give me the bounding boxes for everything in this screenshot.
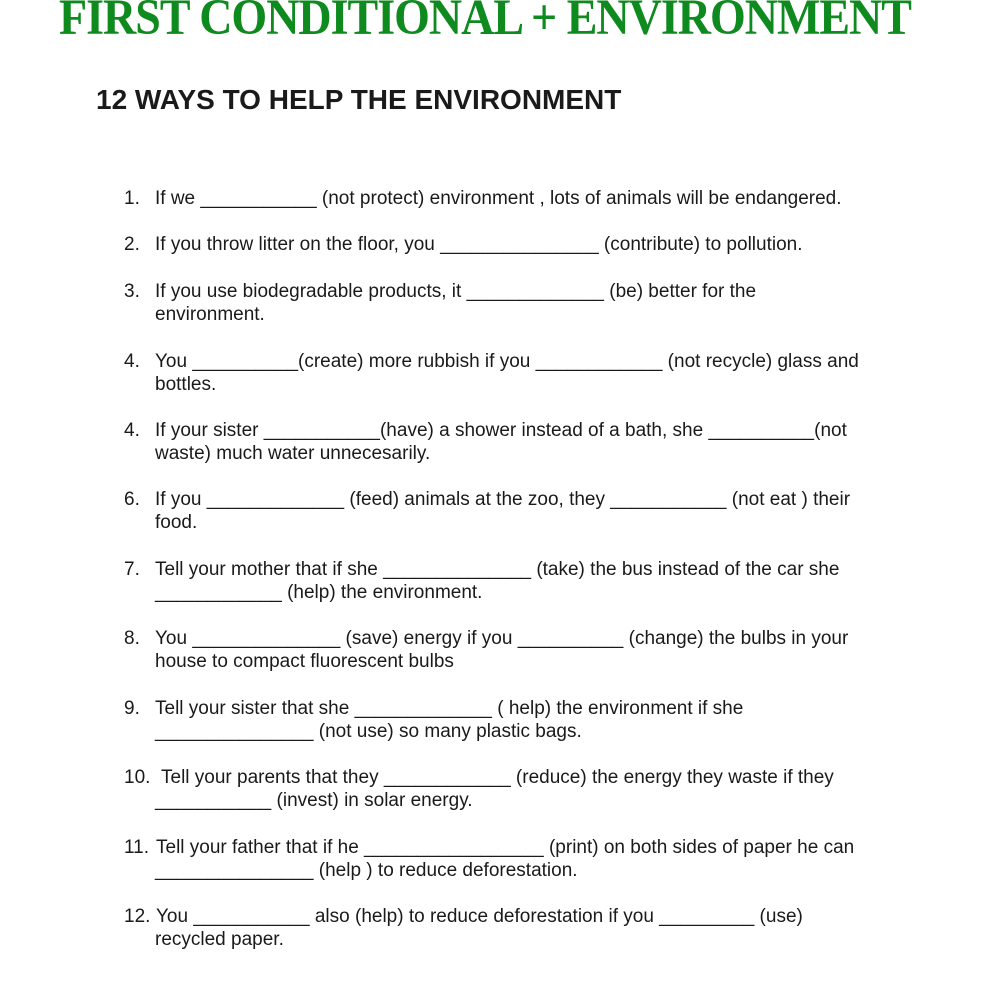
exercise-line: If you _____________ (feed) animals at the zoo, they ___________ (not eat ) their (155, 489, 851, 510)
exercise-line: environment. (155, 304, 265, 325)
exercise-number: 7. (124, 559, 140, 580)
exercise-text (155, 350, 915, 396)
exercise-number: 3. (124, 281, 140, 302)
exercise-number: 9. (124, 698, 140, 719)
exercise-text (155, 697, 915, 743)
exercise-item (124, 280, 924, 326)
exercise-item (124, 233, 924, 256)
exercise-line: waste) much water unnecesarily. (155, 443, 431, 464)
exercise-text (156, 836, 916, 882)
exercise-line: If we ___________ (not protect) environment , lots of animals will be endangered. (155, 188, 842, 209)
exercise-number: 6. (124, 489, 140, 510)
exercise-number: 10. (124, 767, 151, 788)
exercise-text (156, 905, 916, 951)
exercise-number: 2. (124, 234, 140, 255)
worksheet-subtitle: 12 WAYS TO HELP THE ENVIRONMENT (96, 84, 622, 115)
exercise-line: Tell your father that if he _________________ (print) on both sides of paper he can (156, 837, 855, 858)
exercise-item (124, 187, 924, 210)
exercise-number: 12. (124, 906, 151, 927)
exercise-line: Tell your mother that if she ______________ (take) the bus instead of the car she (155, 559, 840, 580)
exercise-item (124, 836, 924, 882)
exercise-number: 4. (124, 420, 140, 441)
exercise-line: If your sister ___________(have) a shower instead of a bath, she __________(not (155, 420, 847, 441)
exercise-text (155, 419, 915, 465)
exercise-item (124, 905, 924, 951)
exercise-text (155, 187, 915, 210)
exercise-text (155, 488, 915, 534)
exercise-line: food. (155, 512, 198, 533)
exercise-line: recycled paper. (155, 929, 284, 950)
exercise-line: If you use biodegradable products, it _____________ (be) better for the (155, 281, 757, 302)
exercise-number: 8. (124, 628, 140, 649)
exercise-number: 1. (124, 188, 140, 209)
exercise-line: ____________ (help) the environment. (155, 582, 483, 603)
worksheet-title: FIRST CONDITIONAL + ENVIRONMENT (59, 0, 911, 46)
exercise-item (124, 627, 924, 673)
exercise-line: If you throw litter on the floor, you _______________ (contribute) to pollution. (155, 234, 803, 255)
exercise-line: Tell your parents that they ____________ (reduce) the energy they waste if they (161, 767, 834, 788)
exercise-text (155, 233, 915, 256)
exercise-text (155, 280, 915, 326)
exercise-line: _______________ (help ) to reduce deforestation. (155, 860, 578, 881)
exercise-line: You ______________ (save) energy if you __________ (change) the bulbs in your (155, 628, 849, 649)
exercise-item (124, 766, 924, 812)
exercise-item (124, 697, 924, 743)
exercise-line: You __________(create) more rubbish if you ____________ (not recycle) glass and (155, 351, 859, 372)
exercise-line: You ___________ also (help) to reduce deforestation if you _________ (use) (156, 906, 803, 927)
exercise-text (155, 766, 921, 812)
exercise-line: _______________ (not use) so many plastic bags. (155, 721, 582, 742)
exercise-line: house to compact fluorescent bulbs (155, 651, 454, 672)
exercise-number: 11. (124, 837, 150, 858)
exercise-text (155, 627, 915, 673)
exercise-number: 4. (124, 351, 140, 372)
exercise-item (124, 488, 924, 534)
exercise-line: ___________ (invest) in solar energy. (155, 790, 473, 811)
exercise-item (124, 558, 924, 604)
exercise-line: bottles. (155, 374, 217, 395)
exercise-item (124, 419, 924, 465)
exercise-line: Tell your sister that she _____________ ( help) the environment if she (155, 698, 744, 719)
exercise-text (155, 558, 915, 604)
exercise-item (124, 350, 924, 396)
